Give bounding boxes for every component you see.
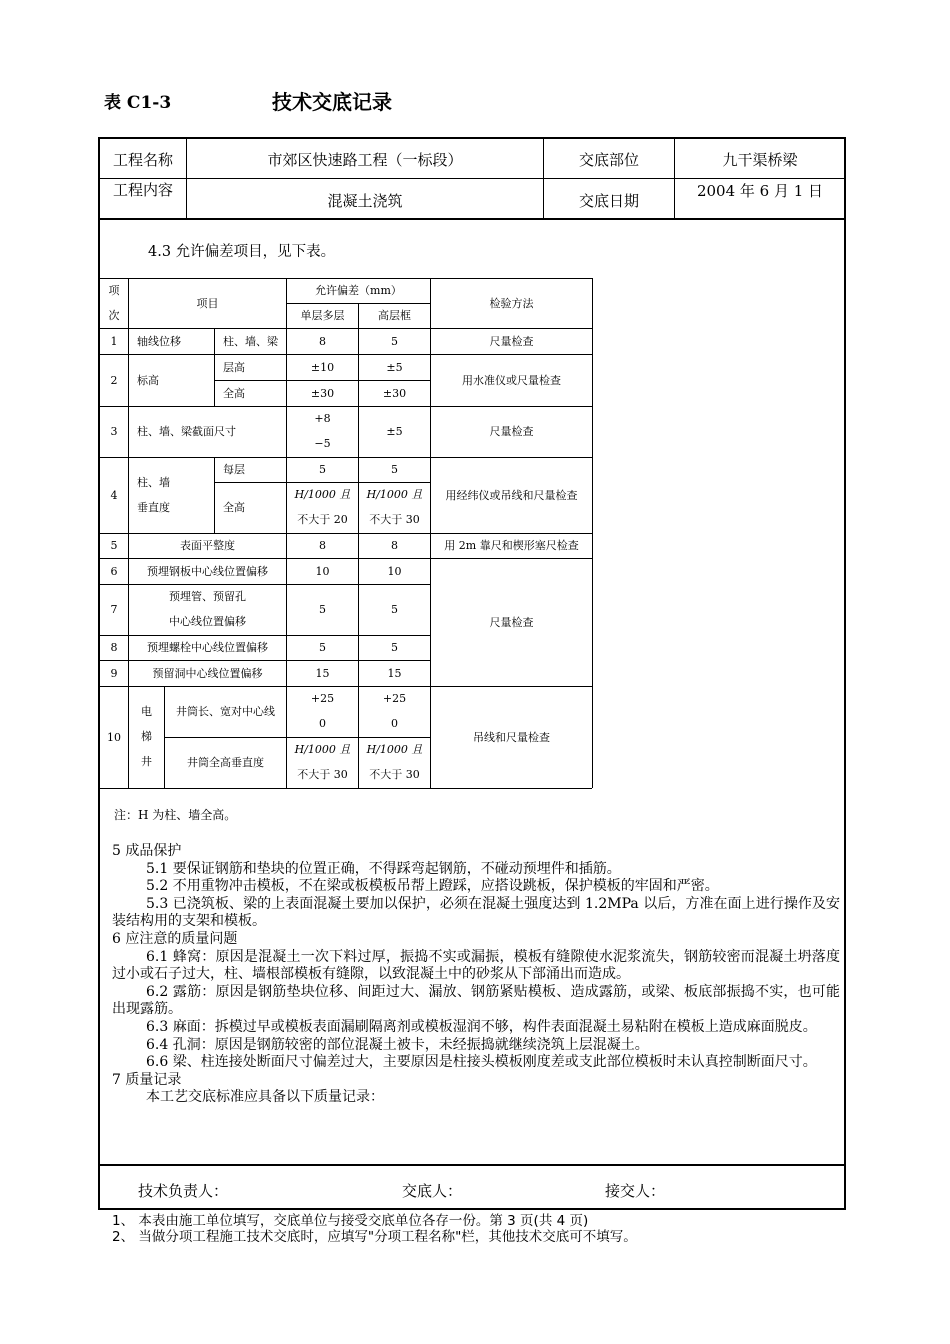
- row-5-single: 8: [319, 539, 326, 552]
- row-10-sub2: 井筒全高垂直度: [187, 756, 264, 769]
- row-1-no: 1: [110, 334, 118, 348]
- row-4-single1: 5: [319, 463, 326, 476]
- receiver-label: 接交人：: [605, 1182, 666, 1200]
- section-6-heading: 6 应注意的质量问题: [112, 930, 238, 947]
- row-2-no: 2: [110, 373, 118, 387]
- row-2-single1: ±10: [310, 360, 335, 374]
- page-title: 技术交底记录: [272, 90, 392, 114]
- row-5-item: 表面平整度: [180, 539, 235, 552]
- section-5-2: 5.2 不用重物冲击模板，不在梁或板模板吊帮上蹬踩，应搭设跳板，保护模板的牢固和严密。: [146, 878, 719, 895]
- rows-6-9-method: 尺量检查: [489, 615, 534, 629]
- section-6-2: 6.2 露筋：原因是钢筋垫块位移、间距过大、漏放、钢筋紧贴模板、造成露筋，或梁、板底部振捣不实，也可能出现露筋。: [112, 983, 840, 1018]
- row-4-single2-line2: 不大于 20: [297, 513, 348, 526]
- section-6-3: 6.3 麻面：拆模过早或模板表面漏刷隔离剂或模板湿润不够，构件表面混凝土易粘附在模板上造成麻面脱皮。: [146, 1018, 817, 1035]
- info-bottom-border: [98, 218, 846, 220]
- form-code: 表 C1-3: [104, 93, 172, 113]
- row-4-item-line1: 柱、墙: [137, 476, 170, 489]
- row-2-single2: ±30: [310, 386, 335, 400]
- row-10-single2-line2: 不大于 30: [297, 768, 348, 781]
- header-tolerance: 允许偏差（mm）: [315, 284, 402, 297]
- row-1-high: 5: [391, 334, 398, 348]
- row-8-no: 8: [110, 641, 118, 654]
- row-4-no: 4: [110, 488, 118, 502]
- row-2-sub2: 全高: [223, 386, 245, 400]
- row-10-cat-char2: 梯: [141, 730, 152, 743]
- row-10-no: 10: [107, 730, 121, 744]
- row-4-sub1: 每层: [223, 463, 245, 476]
- giver-label: 交底人：: [402, 1182, 463, 1200]
- row-1-single: 8: [319, 334, 326, 348]
- section-7-heading: 7 质量记录: [112, 1071, 182, 1088]
- row-7-high: 5: [391, 603, 398, 616]
- row-9-single: 15: [315, 666, 330, 680]
- project-name-label: 工程名称: [112, 150, 173, 169]
- signature-divider: [98, 1164, 846, 1166]
- row-10-high2-line2: 不大于 30: [369, 768, 420, 781]
- section-5-1: 5.1 要保证钢筋和垫块的位置正确，不得踩弯起钢筋，不碰动预埋件和插筋。: [146, 860, 621, 877]
- row-2-item: 标高: [137, 373, 159, 387]
- row-6-item: 预埋钢板中心线位置偏移: [147, 564, 268, 578]
- row-8-high: 5: [391, 641, 398, 654]
- row-8-single: 5: [319, 641, 326, 654]
- header-method: 检验方法: [489, 296, 534, 310]
- row-6-high: 10: [387, 564, 402, 578]
- row-4-high2-line1: H/1000 且: [366, 488, 423, 501]
- row-10-high2-line1: H/1000 且: [366, 743, 423, 756]
- footnote-1: 1、 本表由施工单位填写，交底单位与接受交底单位各存一份。第 3 页(共 4 页): [112, 1213, 589, 1229]
- row-10-sub1: 井筒长、宽对中心线: [176, 705, 275, 718]
- header-item: 项目: [196, 296, 219, 310]
- header-single: 单层多层: [300, 309, 345, 322]
- row-10-method: 吊线和尺量检查: [473, 730, 550, 744]
- row-1-method: 尺量检查: [489, 334, 534, 348]
- row-3-item: 柱、墙、梁截面尺寸: [137, 425, 236, 438]
- section-5-3: 5.3 已浇筑板、梁的上表面混凝土要加以保护，必须在混凝土强度达到 1.2MPa 以后，方准在面上进行操作及安装结构用的支架和模板。: [112, 895, 840, 930]
- row-4-single2-line1: H/1000 且: [294, 488, 351, 501]
- row-8-item: 预埋螺栓中心线位置偏移: [147, 641, 268, 654]
- row-4-high1: 5: [391, 463, 398, 476]
- row-5-method: 用 2m 靠尺和楔形塞尺检查: [444, 539, 579, 552]
- row-10-single2-line1: H/1000 且: [294, 743, 351, 756]
- section-4-3: 4.3 允许偏差项目，见下表。: [148, 244, 336, 260]
- row-2-sub1: 层高: [223, 360, 245, 374]
- row-7-item-line2: 中心线位置偏移: [169, 615, 246, 628]
- body-sections: [112, 843, 840, 1107]
- row-3-no: 3: [110, 425, 118, 438]
- row-9-high: 15: [387, 666, 402, 680]
- row-3-single-upper: +8: [314, 412, 331, 425]
- content-label: 工程内容: [112, 180, 173, 199]
- row-10-cat-char1: 电: [141, 705, 152, 718]
- project-name-value: 市郊区快速路工程（一标段）: [267, 150, 463, 169]
- section-7-text: 本工艺交底标准应具备以下质量记录：: [146, 1089, 384, 1106]
- row-6-single: 10: [315, 564, 330, 578]
- section-5-heading: 5 成品保护: [112, 843, 182, 859]
- row-3-single-lower: −5: [314, 437, 331, 450]
- section-6-4: 6.4 孔洞：原因是钢筋较密的部位混凝土被卡，未经振捣就继续浇筑上层混凝土。: [146, 1036, 649, 1053]
- row-4-item-line2: 垂直度: [137, 501, 170, 514]
- row-2-high2: ±30: [382, 386, 407, 400]
- row-5-high: 8: [391, 539, 398, 552]
- row-7-no: 7: [110, 603, 118, 616]
- date-label: 交底日期: [578, 191, 639, 210]
- location-label: 交底部位: [578, 150, 639, 169]
- row-10-single1-line1: +25: [310, 692, 335, 705]
- content-value: 混凝土浇筑: [327, 191, 403, 210]
- header-no: 项 次: [108, 284, 120, 322]
- row-1-item: 轴线位移: [137, 334, 181, 348]
- row-7-single: 5: [319, 603, 326, 616]
- row-10-high1-line2: 0: [391, 717, 398, 730]
- row-10-cat-char3: 井: [141, 755, 152, 768]
- row-1-sub: 柱、墙、梁: [223, 334, 278, 348]
- section-6-6: 6.6 梁、柱连接处断面尺寸偏差过大，主要原因是柱接头模板刚度差或支此部位模板时未认真控制断面尺寸。: [146, 1054, 817, 1071]
- section-6-1: 6.1 蜂窝：原因是混凝土一次下料过厚，振捣不实或漏振，模板有缝隙使水泥浆流失，钢筋较密而混凝土坍落度过小或石子过大，柱、墙根部模板有缝隙，以致混凝土中的砂浆从下部涌出而造成。: [112, 948, 840, 983]
- row-6-no: 6: [110, 564, 118, 578]
- header-high: 高层框: [378, 309, 411, 322]
- row-4-sub2: 全高: [223, 501, 245, 514]
- row-10-high1-line1: +25: [382, 692, 407, 705]
- row-4-method: 用经纬仪或吊线和尺量检查: [445, 488, 578, 502]
- row-7-item-line1: 预埋管、预留孔: [169, 590, 246, 603]
- row-3-method: 尺量检查: [489, 425, 534, 438]
- row-10-single1-line2: 0: [319, 717, 326, 730]
- row-5-no: 5: [110, 539, 118, 552]
- table-note: 注：H 为柱、墙全高。: [114, 808, 237, 822]
- row-4-high2-line2: 不大于 30: [369, 513, 420, 526]
- row-9-no: 9: [110, 666, 118, 680]
- row-9-item: 预留洞中心线位置偏移: [152, 666, 263, 680]
- footnote-2: 2、 当做分项工程施工技术交底时，应填写"分项工程名称"栏，其他技术交底可不填写。: [112, 1229, 637, 1245]
- row-3-high: ±5: [386, 425, 403, 438]
- location-value: 九干渠桥梁: [722, 150, 798, 169]
- date-value: 2004 年 6 月 1 日: [696, 181, 824, 200]
- row-2-method: 用水准仪或尺量检查: [462, 373, 561, 387]
- tech-lead-label: 技术负责人：: [138, 1182, 229, 1200]
- row-2-high1: ±5: [386, 360, 403, 374]
